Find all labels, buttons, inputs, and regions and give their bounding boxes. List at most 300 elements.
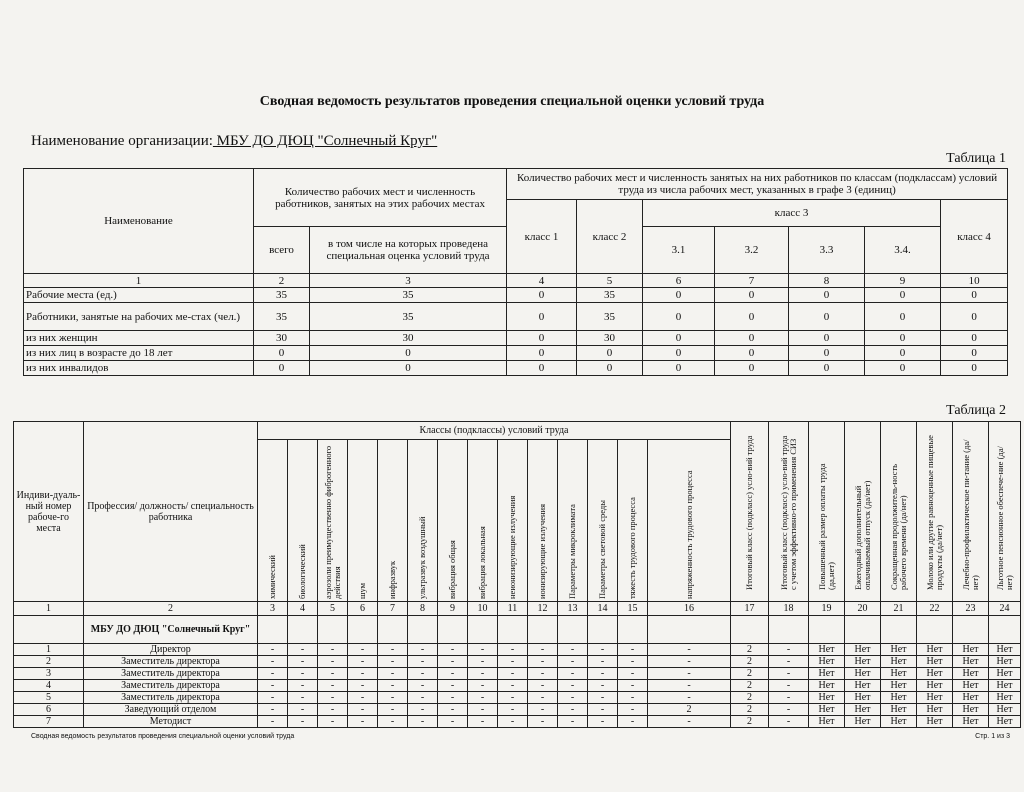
t1-header-3-3: 3.3 (789, 227, 865, 274)
t2-cell: - (769, 656, 809, 668)
t2-cell: Нет (917, 704, 953, 716)
t2-cell: 2 (731, 716, 769, 728)
t2-cell: - (468, 692, 498, 704)
t1-header-assessed: в том числе на которых проведена специальная оценка условий труда (310, 227, 507, 274)
t2-cell: Нет (989, 668, 1021, 680)
t1-cell: 35 (310, 303, 507, 331)
t2-colnum: 15 (618, 602, 648, 616)
t2-cell: - (528, 668, 558, 680)
t1-cell: 0 (715, 361, 789, 376)
t1-cell: 0 (643, 346, 715, 361)
t2-cell: - (558, 668, 588, 680)
t1-header-3-2: 3.2 (715, 227, 789, 274)
t2-cell: Нет (989, 692, 1021, 704)
organization-name: МБУ ДО ДЮЦ "Солнечный Круг" (212, 133, 438, 149)
t1-colnum: 2 (254, 274, 310, 288)
t2-factor-header: ионизирующие излучения (537, 503, 547, 599)
t2-factor-header: Параметры микроклимата (567, 503, 577, 599)
t2-cell: - (769, 716, 809, 728)
t2-cell: - (258, 704, 288, 716)
t2-cell: Нет (917, 680, 953, 692)
t2-cell: Нет (953, 716, 989, 728)
t2-colnum: 8 (408, 602, 438, 616)
t2-cell: - (378, 716, 408, 728)
t1-colnum: 10 (941, 274, 1008, 288)
t1-cell: 0 (865, 361, 941, 376)
t1-cell: 0 (941, 303, 1008, 331)
t2-cell: Нет (809, 680, 845, 692)
t2-cell: Нет (809, 692, 845, 704)
t2-cell: - (348, 680, 378, 692)
t2-cell: - (558, 692, 588, 704)
t1-row (24, 346, 1008, 361)
t2-factor-header: напряженность трудового процесса (683, 469, 694, 599)
t2-cell: Нет (953, 656, 989, 668)
t1-cell: 0 (789, 288, 865, 303)
t2-cell: - (348, 692, 378, 704)
t2-colnum: 5 (318, 602, 348, 616)
t2-cell: Нет (845, 656, 881, 668)
t1-colnum: 5 (577, 274, 643, 288)
t1-cell: 30 (577, 331, 643, 346)
t2-cell: Нет (953, 692, 989, 704)
t2-cell: - (288, 656, 318, 668)
t2-cell: - (318, 644, 348, 656)
t2-cell: - (378, 704, 408, 716)
t1-row-name: Рабочие места (ед.) (24, 288, 254, 303)
t1-cell: 0 (715, 331, 789, 346)
t2-cell: 2 (731, 704, 769, 716)
t1-cell: 0 (643, 361, 715, 376)
t2-cell: Нет (881, 656, 917, 668)
t2-colnum: 13 (558, 602, 588, 616)
t2-cell: - (528, 716, 558, 728)
t1-cell: 35 (254, 288, 310, 303)
t2-cell: Нет (917, 644, 953, 656)
t2-cell: - (318, 656, 348, 668)
t2-cell: Нет (953, 644, 989, 656)
t2-cell: - (288, 716, 318, 728)
t2-colnum: 7 (378, 602, 408, 616)
t1-row (24, 361, 1008, 376)
t1-header-3-4: 3.4. (865, 227, 941, 274)
t1-cell: 0 (789, 331, 865, 346)
t1-row-name: из них инвалидов (24, 361, 254, 376)
t2-colnum: 6 (348, 602, 378, 616)
t2-colnum: 10 (468, 602, 498, 616)
t2-cell: - (468, 680, 498, 692)
t2-row-profession: Заместитель директора (84, 656, 258, 668)
t2-cell: - (318, 668, 348, 680)
t2-cell: - (288, 692, 318, 704)
t2-cell: - (648, 716, 731, 728)
t2-cell: - (438, 668, 468, 680)
t2-cell: - (528, 704, 558, 716)
t2-cell: - (769, 692, 809, 704)
t2-colnum: 22 (917, 602, 953, 616)
t1-cell: 0 (310, 346, 507, 361)
t2-cell: - (468, 704, 498, 716)
t2-cell: - (288, 644, 318, 656)
t1-cell: 0 (310, 361, 507, 376)
t2-cell: - (258, 680, 288, 692)
organization-line (31, 133, 437, 150)
t2-cell: Нет (881, 704, 917, 716)
t1-cell: 0 (941, 346, 1008, 361)
t2-cell: - (618, 716, 648, 728)
t2-cell: Нет (989, 656, 1021, 668)
t2-factor-header: тяжесть трудового процесса (627, 496, 637, 599)
t1-row (24, 288, 1008, 303)
t2-cell: - (558, 680, 588, 692)
t2-row-num: 2 (14, 656, 84, 668)
t2-cell: - (588, 692, 618, 704)
t2-cell: - (438, 644, 468, 656)
t2-cell: 2 (648, 704, 731, 716)
t1-header-class3: класс 3 (643, 200, 941, 227)
t2-row (14, 644, 1021, 656)
footer-left: Сводная ведомость результатов проведения специальной оценки условий труда (31, 733, 295, 740)
t2-colnum: 3 (258, 602, 288, 616)
t2-cell: - (288, 704, 318, 716)
t2-cell: - (408, 692, 438, 704)
table2-caption: Таблица 2 (946, 403, 1006, 418)
t2-cell: - (378, 680, 408, 692)
t2-colnum: 2 (84, 602, 258, 616)
t2-cell: - (618, 692, 648, 704)
t2-body (14, 644, 1021, 728)
t1-cell: 0 (789, 303, 865, 331)
t2-cell: Нет (989, 716, 1021, 728)
t2-cell: - (348, 716, 378, 728)
t2-row (14, 668, 1021, 680)
t2-cell: Нет (809, 656, 845, 668)
t2-cell: - (468, 716, 498, 728)
t1-cell: 0 (789, 361, 865, 376)
t1-cell: 0 (789, 346, 865, 361)
t1-cell: 0 (865, 346, 941, 361)
t2-cell: - (498, 644, 528, 656)
t2-cell: - (288, 680, 318, 692)
t2-cell: - (558, 644, 588, 656)
t2-cell: - (588, 704, 618, 716)
t2-cell: - (648, 644, 731, 656)
t2-cell: Нет (881, 644, 917, 656)
t1-colnum: 8 (789, 274, 865, 288)
t2-factor-header: химический (267, 554, 277, 599)
t2-cell: - (528, 644, 558, 656)
t1-cell: 0 (254, 361, 310, 376)
t2-cell: - (348, 644, 378, 656)
t2-row-num: 3 (14, 668, 84, 680)
workplace-table (13, 421, 1021, 728)
t1-colnum: 4 (507, 274, 577, 288)
t2-cell: - (438, 704, 468, 716)
t2-cell: - (769, 680, 809, 692)
t2-header-extra: Итоговый класс (подкласс) усло-вий труда с учетом эффективно-го применения СИЗ (778, 435, 798, 590)
t2-cell: - (558, 656, 588, 668)
t1-cell: 35 (254, 303, 310, 331)
t2-header-extra: Сокращенная продолжитель-ность рабочего времени (да/нет) (888, 463, 908, 590)
t2-cell: - (498, 716, 528, 728)
t2-cell: - (378, 692, 408, 704)
t1-colnum: 9 (865, 274, 941, 288)
t2-header-extra: Лечебно-профилактическое пи-тание (да/нет) (960, 439, 980, 590)
t2-cell: - (528, 656, 558, 668)
t2-cell: 2 (731, 692, 769, 704)
t2-header-extra: Итоговый класс (подкласс) усло-вий труда (744, 435, 754, 590)
t1-cell: 0 (507, 361, 577, 376)
t1-colnum: 7 (715, 274, 789, 288)
t2-cell: Нет (989, 680, 1021, 692)
t2-cell: - (258, 656, 288, 668)
t1-header-class2: класс 2 (577, 200, 643, 274)
t1-body (24, 288, 1008, 376)
t1-row-name: из них лиц в возрасте до 18 лет (24, 346, 254, 361)
t1-header-3-1: 3.1 (643, 227, 715, 274)
t2-colnum: 16 (648, 602, 731, 616)
t2-header-num: Индиви-дуаль-ный номер рабоче-го места (14, 422, 84, 602)
t2-row-profession: Заведующий отделом (84, 704, 258, 716)
t2-cell: - (318, 704, 348, 716)
footer-page-number: Стр. 1 из 3 (975, 733, 1010, 740)
t2-factor-header: ультразвук воздушный (417, 516, 427, 599)
t1-cell: 0 (507, 331, 577, 346)
t2-cell: Нет (953, 680, 989, 692)
t2-cell: - (618, 680, 648, 692)
t2-cell: - (318, 680, 348, 692)
t2-factor-header: вибрация общая (447, 539, 457, 599)
t2-cell: Нет (809, 704, 845, 716)
t2-cell: Нет (989, 644, 1021, 656)
t2-cell: Нет (953, 704, 989, 716)
t1-header-classes: Количество рабочих мест и численность занятых на них работников по классам (подклассам) условий труда из числа рабочих мест, указанных в графе 3 (единиц) (507, 169, 1008, 200)
t1-cell: 30 (310, 331, 507, 346)
t2-factor-header: биологический (297, 543, 307, 599)
t2-cell: Нет (989, 704, 1021, 716)
t1-row-name: Работники, занятые на рабочих ме-стах (чел.) (24, 303, 254, 331)
t2-cell: Нет (881, 680, 917, 692)
t2-cell: Нет (881, 692, 917, 704)
t2-header-classes: Классы (подклассы) условий труда (258, 422, 731, 440)
t2-cell: - (498, 668, 528, 680)
t2-cell: - (408, 644, 438, 656)
t2-cell: - (498, 692, 528, 704)
t2-cell: Нет (845, 704, 881, 716)
t1-row (24, 303, 1008, 331)
t2-cell: - (468, 644, 498, 656)
t1-cell: 0 (715, 346, 789, 361)
t2-cell: - (769, 704, 809, 716)
t2-cell: - (558, 704, 588, 716)
t2-colnum: 20 (845, 602, 881, 616)
t1-cell: 0 (507, 288, 577, 303)
t2-cell: Нет (845, 668, 881, 680)
t1-header-name: Наименование (24, 169, 254, 274)
t2-factor-header: аэрозоли преимущественно фиброгенного действия (322, 445, 342, 599)
t1-cell: 0 (507, 346, 577, 361)
t1-cell: 35 (310, 288, 507, 303)
t2-cell: - (648, 680, 731, 692)
t2-row (14, 716, 1021, 728)
t2-cell: Нет (917, 716, 953, 728)
t2-cell: - (618, 704, 648, 716)
t2-cell: - (648, 692, 731, 704)
t2-cell: - (258, 644, 288, 656)
t1-colnum: 1 (24, 274, 254, 288)
t2-cell: - (468, 656, 498, 668)
t2-cell: Нет (953, 668, 989, 680)
t2-cell: - (438, 692, 468, 704)
t2-org-row: МБУ ДО ДЮЦ "Солнечный Круг" (84, 616, 258, 644)
t2-cell: Нет (845, 692, 881, 704)
t2-row-num: 7 (14, 716, 84, 728)
t1-header-class1: класс 1 (507, 200, 577, 274)
t1-cell: 0 (865, 331, 941, 346)
t2-cell: - (648, 656, 731, 668)
t1-cell: 0 (577, 346, 643, 361)
t2-row (14, 692, 1021, 704)
t2-cell: - (408, 716, 438, 728)
t2-factor-header: вибрация локальная (477, 525, 487, 599)
t2-cell: - (348, 704, 378, 716)
t2-row-profession: Заместитель директора (84, 680, 258, 692)
t2-cell: Нет (845, 644, 881, 656)
t1-cell: 35 (577, 303, 643, 331)
t2-cell: - (528, 692, 558, 704)
t2-colnum: 24 (989, 602, 1021, 616)
t1-colnum: 3 (310, 274, 507, 288)
t2-cell: - (438, 716, 468, 728)
t2-cell: - (588, 644, 618, 656)
t2-cell: - (618, 668, 648, 680)
t2-cell: - (378, 668, 408, 680)
t2-cell: - (498, 704, 528, 716)
t2-row-profession: Заместитель директора (84, 692, 258, 704)
t2-cell: - (468, 668, 498, 680)
t2-cell: - (498, 680, 528, 692)
t2-cell: - (408, 668, 438, 680)
t2-cell: - (408, 680, 438, 692)
t2-factor-header: неионизирующие излучения (507, 495, 517, 599)
t2-cell: - (258, 716, 288, 728)
t2-cell: Нет (917, 668, 953, 680)
t2-cell: - (408, 704, 438, 716)
t1-cell: 0 (577, 361, 643, 376)
t2-row-profession: Заместитель директора (84, 668, 258, 680)
t2-header-extra: Молоко или другие равноценные пищевые продукты (да/нет) (924, 434, 944, 590)
t2-cell: - (318, 692, 348, 704)
t2-cell: Нет (809, 644, 845, 656)
t2-header-extra: Повышенный размер оплаты труда (да,нет) (816, 462, 836, 590)
t2-colnum: 11 (498, 602, 528, 616)
t2-row-profession: Методист (84, 716, 258, 728)
t2-header-extra: Ежегодный дополнительный оплачиваемый отпуск (да/нет) (852, 480, 872, 590)
t1-cell: 0 (941, 331, 1008, 346)
t2-colnum: 14 (588, 602, 618, 616)
t2-cell: Нет (917, 656, 953, 668)
t2-cell: - (558, 716, 588, 728)
t1-cell: 0 (941, 288, 1008, 303)
t2-colnum: 21 (881, 602, 917, 616)
t1-cell: 30 (254, 331, 310, 346)
t2-cell: - (618, 656, 648, 668)
t2-cell: - (438, 656, 468, 668)
t2-row-num: 6 (14, 704, 84, 716)
t2-cell: - (618, 644, 648, 656)
t2-cell: 2 (731, 680, 769, 692)
t2-colnum: 9 (438, 602, 468, 616)
t2-cell: - (378, 656, 408, 668)
t1-row (24, 331, 1008, 346)
t2-cell: Нет (917, 692, 953, 704)
t2-cell: - (348, 656, 378, 668)
summary-table (23, 168, 1008, 376)
t2-row (14, 656, 1021, 668)
t2-colnum: 4 (288, 602, 318, 616)
t1-header-count: Количество рабочих мест и численность работников, занятых на этих рабочих местах (254, 169, 507, 227)
t1-cell: 0 (715, 303, 789, 331)
t2-row-num: 4 (14, 680, 84, 692)
t2-row-num: 1 (14, 644, 84, 656)
t2-row-num: 5 (14, 692, 84, 704)
t2-colnum: 17 (731, 602, 769, 616)
t2-colnum: 1 (14, 602, 84, 616)
t2-cell: - (258, 668, 288, 680)
t1-cell: 0 (865, 288, 941, 303)
t2-cell: Нет (881, 668, 917, 680)
t2-cell: Нет (881, 716, 917, 728)
t2-cell: - (588, 668, 618, 680)
t2-colnum: 23 (953, 602, 989, 616)
t1-cell: 0 (507, 303, 577, 331)
t2-cell: Нет (845, 680, 881, 692)
t1-colnum: 6 (643, 274, 715, 288)
t2-colnum: 19 (809, 602, 845, 616)
t1-row-name: из них женщин (24, 331, 254, 346)
t2-cell: - (438, 680, 468, 692)
t2-factor-header: инфразвук (387, 560, 397, 599)
t2-cell: - (588, 680, 618, 692)
t2-factor-header: Параметры световой среды (597, 499, 607, 599)
t2-factor-header: шум (357, 582, 367, 599)
t2-cell: - (408, 656, 438, 668)
t1-cell: 0 (941, 361, 1008, 376)
t1-cell: 0 (643, 303, 715, 331)
t1-cell: 0 (865, 303, 941, 331)
t2-cell: - (318, 716, 348, 728)
t2-cell: Нет (809, 716, 845, 728)
t1-cell: 0 (643, 288, 715, 303)
t2-cell: - (588, 656, 618, 668)
t2-cell: - (528, 680, 558, 692)
t2-cell: 2 (731, 644, 769, 656)
t2-cell: Нет (845, 716, 881, 728)
t2-colnum: 18 (769, 602, 809, 616)
t2-colnum: 12 (528, 602, 558, 616)
document-title: Сводная ведомость результатов проведения специальной оценки условий труда (259, 94, 765, 109)
t2-header-profession: Профессия/ должность/ специальность работника (84, 422, 258, 602)
table1-caption: Таблица 1 (946, 151, 1006, 166)
t1-cell: 0 (254, 346, 310, 361)
organization-label: Наименование организации: (31, 133, 213, 149)
t2-cell: 2 (731, 656, 769, 668)
t2-cell: - (348, 668, 378, 680)
t1-cell: 0 (715, 288, 789, 303)
t2-row (14, 704, 1021, 716)
t2-cell: 2 (731, 668, 769, 680)
t2-cell: - (258, 692, 288, 704)
